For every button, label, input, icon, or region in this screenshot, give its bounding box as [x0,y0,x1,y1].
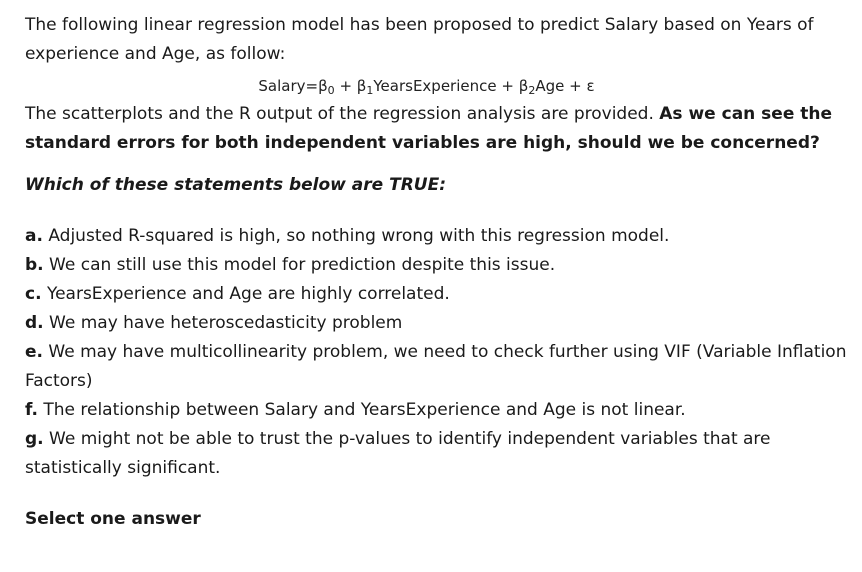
option-letter: g. [25,429,44,449]
answer-options-list [25,222,848,483]
option-letter: c. [25,284,42,304]
option-text: Adjusted R-squared is high, so nothing wrong with this regression model. [42,226,670,246]
beta-2-subscript: 2 [528,84,536,97]
regression-formula [25,74,848,98]
term-years-experience: YearsExperience [373,77,497,95]
plus-sign: + [569,77,582,95]
option-f [25,396,848,425]
plus-sign: + [339,77,353,95]
option-d [25,309,848,338]
option-text: We might not be able to trust the p-values to identify independent variables that are statistically significant. [25,429,771,478]
option-letter: b. [25,255,44,275]
term-age: Age [535,77,565,95]
option-text: YearsExperience and Age are highly correlated. [41,284,450,304]
error-term: ε [586,77,595,95]
question-prompt: Which of these statements below are TRUE: [25,175,447,195]
beta-1: β [356,77,367,95]
beta-0-subscript: 0 [327,84,335,97]
context-paragraph [25,100,848,158]
option-letter: e. [25,342,43,362]
select-answer-label: Select one answer [25,509,201,529]
beta-2: β [518,77,529,95]
context-plain-text: The scatterplots and the R output of the regression analysis are provided. [25,104,660,124]
option-text: The relationship between Salary and YearsExperience and Age is not linear. [37,400,686,420]
option-letter: f. [25,400,38,420]
option-letter: d. [25,313,44,333]
formula-lhs: Salary= [258,77,319,95]
option-e [25,338,848,396]
plus-sign: + [501,77,514,95]
option-a [25,222,848,251]
beta-1-subscript: 1 [366,84,374,97]
option-letter: a. [25,226,43,246]
option-text: We may have multicollinearity problem, we need to check further using VIF (Variable Inflation Factors) [25,342,847,391]
context-bold-text: As we can see the standard errors for both independent variables are high, should we be concerned? [25,104,833,153]
option-text: We can still use this model for prediction despite this issue. [43,255,556,275]
option-c [25,280,848,309]
beta-0: β [318,77,328,95]
option-text: We may have heteroscedasticity problem [43,313,403,333]
option-g [25,425,848,483]
option-b [25,251,848,280]
intro-paragraph: The following linear regression model has been proposed to predict Salary based on Years of experience and Age, as follow: [25,15,814,64]
